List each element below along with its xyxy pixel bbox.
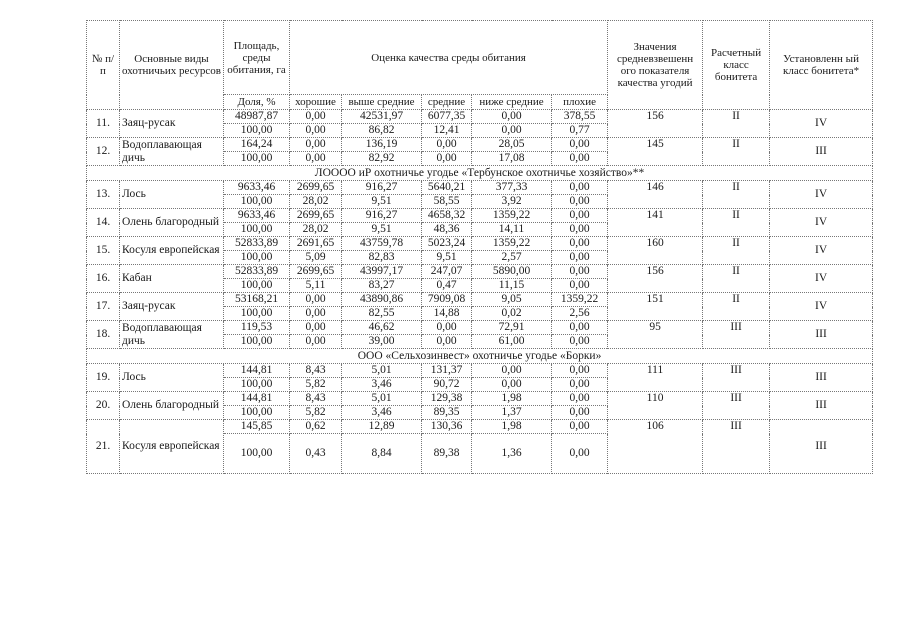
value-above: 43759,78 <box>342 237 422 251</box>
value-area: 119,53 <box>224 321 290 335</box>
weighted-value: 146 <box>608 181 703 209</box>
value-above: 136,19 <box>342 138 422 152</box>
species-name: Олень благородный <box>120 209 224 237</box>
table-row <box>87 392 873 406</box>
value-avg: 58,55 <box>422 195 472 209</box>
value-area: 52833,89 <box>224 237 290 251</box>
value-below: 14,11 <box>472 223 552 237</box>
set-class: III <box>770 364 873 392</box>
header-species: Основные виды охотничьих ресурсов <box>120 21 224 110</box>
calc-class: III <box>703 392 770 420</box>
value-avg: 7909,08 <box>422 293 472 307</box>
species-name: Заяц-русак <box>120 293 224 321</box>
row-number: 11. <box>87 110 120 138</box>
header-area: Площадь, среды обитания, га <box>224 21 290 95</box>
table-row <box>87 265 873 279</box>
row-number: 13. <box>87 181 120 209</box>
weighted-value: 106 <box>608 420 703 474</box>
header-good: хорошие <box>290 95 342 110</box>
value-below: 1,37 <box>472 406 552 420</box>
species-name: Олень благородный <box>120 392 224 420</box>
value-good: 0,62 <box>290 420 342 434</box>
species-name: Косуля европейская <box>120 420 224 474</box>
value-area: 100,00 <box>224 335 290 349</box>
header-weighted: Значения средневзвешенн ого показателя качества угодий <box>608 21 703 110</box>
calc-class: II <box>703 138 770 166</box>
row-number: 15. <box>87 237 120 265</box>
section-row <box>87 166 873 181</box>
value-below: 1,98 <box>472 392 552 406</box>
value-below: 0,00 <box>472 378 552 392</box>
value-bad: 0,00 <box>552 321 608 335</box>
value-area: 52833,89 <box>224 265 290 279</box>
value-bad: 0,00 <box>552 138 608 152</box>
value-avg: 0,00 <box>422 335 472 349</box>
value-good: 0,00 <box>290 293 342 307</box>
header-above: выше средние <box>342 95 422 110</box>
set-class: III <box>770 321 873 349</box>
value-area: 164,24 <box>224 138 290 152</box>
species-name: Заяц-русак <box>120 110 224 138</box>
calc-class: II <box>703 110 770 138</box>
value-area: 145,85 <box>224 420 290 434</box>
table-row <box>87 209 873 223</box>
species-name: Лось <box>120 181 224 209</box>
value-bad: 0,00 <box>552 279 608 293</box>
value-above: 8,84 <box>342 434 422 474</box>
value-above: 39,00 <box>342 335 422 349</box>
header-avg: средние <box>422 95 472 110</box>
value-above: 9,51 <box>342 195 422 209</box>
value-above: 42531,97 <box>342 110 422 124</box>
habitat-quality-table <box>86 20 873 474</box>
value-above: 5,01 <box>342 392 422 406</box>
value-bad: 0,00 <box>552 251 608 265</box>
section-row <box>87 349 873 364</box>
set-class: IV <box>770 181 873 209</box>
value-above: 43997,17 <box>342 265 422 279</box>
value-area: 100,00 <box>224 279 290 293</box>
header-bad: плохие <box>552 95 608 110</box>
value-below: 61,00 <box>472 335 552 349</box>
value-bad: 0,00 <box>552 195 608 209</box>
value-bad: 0,00 <box>552 406 608 420</box>
value-above: 916,27 <box>342 181 422 195</box>
header-calc-class: Расчетный класс бонитета <box>703 21 770 110</box>
value-avg: 130,36 <box>422 420 472 434</box>
set-class: III <box>770 420 873 474</box>
value-avg: 0,00 <box>422 321 472 335</box>
weighted-value: 160 <box>608 237 703 265</box>
value-bad: 0,00 <box>552 378 608 392</box>
value-avg: 48,36 <box>422 223 472 237</box>
header-share: Доля, % <box>224 95 290 110</box>
value-above: 5,01 <box>342 364 422 378</box>
calc-class: III <box>703 364 770 392</box>
calc-class: III <box>703 420 770 474</box>
value-above: 3,46 <box>342 406 422 420</box>
value-area: 100,00 <box>224 152 290 166</box>
value-avg: 129,38 <box>422 392 472 406</box>
table-row <box>87 237 873 251</box>
value-below: 3,92 <box>472 195 552 209</box>
value-avg: 131,37 <box>422 364 472 378</box>
value-above: 82,83 <box>342 251 422 265</box>
value-above: 46,62 <box>342 321 422 335</box>
weighted-value: 141 <box>608 209 703 237</box>
set-class: IV <box>770 265 873 293</box>
value-below: 28,05 <box>472 138 552 152</box>
header-quality: Оценка качества среды обитания <box>290 21 608 95</box>
value-good: 5,82 <box>290 378 342 392</box>
value-below: 5890,00 <box>472 265 552 279</box>
value-avg: 14,88 <box>422 307 472 321</box>
value-good: 0,00 <box>290 138 342 152</box>
table-row <box>87 138 873 152</box>
value-below: 11,15 <box>472 279 552 293</box>
value-avg: 89,35 <box>422 406 472 420</box>
value-above: 916,27 <box>342 209 422 223</box>
table-row <box>87 364 873 378</box>
set-class: III <box>770 138 873 166</box>
value-avg: 247,07 <box>422 265 472 279</box>
weighted-value: 95 <box>608 321 703 349</box>
value-below: 0,00 <box>472 110 552 124</box>
value-above: 12,89 <box>342 420 422 434</box>
value-above: 82,92 <box>342 152 422 166</box>
value-area: 100,00 <box>224 307 290 321</box>
value-good: 0,00 <box>290 321 342 335</box>
value-good: 28,02 <box>290 223 342 237</box>
value-good: 8,43 <box>290 392 342 406</box>
value-bad: 0,00 <box>552 392 608 406</box>
table-row <box>87 110 873 124</box>
value-good: 5,09 <box>290 251 342 265</box>
value-below: 1,98 <box>472 420 552 434</box>
value-below: 0,00 <box>472 364 552 378</box>
value-below: 0,02 <box>472 307 552 321</box>
value-below: 377,33 <box>472 181 552 195</box>
table-row <box>87 293 873 307</box>
value-bad: 0,00 <box>552 223 608 237</box>
value-bad: 2,56 <box>552 307 608 321</box>
value-good: 0,43 <box>290 434 342 474</box>
value-bad: 0,00 <box>552 420 608 434</box>
value-bad: 0,00 <box>552 209 608 223</box>
row-number: 19. <box>87 364 120 392</box>
table-row <box>87 321 873 335</box>
calc-class: II <box>703 237 770 265</box>
row-number: 12. <box>87 138 120 166</box>
value-area: 100,00 <box>224 195 290 209</box>
value-good: 5,11 <box>290 279 342 293</box>
row-number: 16. <box>87 265 120 293</box>
value-good: 0,00 <box>290 152 342 166</box>
value-good: 2699,65 <box>290 209 342 223</box>
value-above: 9,51 <box>342 223 422 237</box>
section-title: ООО «Сельхозинвест» охотничье угодье «Борки» <box>87 349 873 364</box>
value-below: 1,36 <box>472 434 552 474</box>
value-bad: 378,55 <box>552 110 608 124</box>
value-below: 1359,22 <box>472 237 552 251</box>
value-bad: 0,00 <box>552 181 608 195</box>
document-page <box>86 20 872 474</box>
calc-class: II <box>703 293 770 321</box>
species-name: Водоплавающая дичь <box>120 138 224 166</box>
set-class: IV <box>770 209 873 237</box>
value-below: 1359,22 <box>472 209 552 223</box>
value-above: 86,82 <box>342 124 422 138</box>
calc-class: III <box>703 321 770 349</box>
value-good: 8,43 <box>290 364 342 378</box>
value-area: 144,81 <box>224 392 290 406</box>
value-below: 17,08 <box>472 152 552 166</box>
value-avg: 9,51 <box>422 251 472 265</box>
value-below: 72,91 <box>472 321 552 335</box>
species-name: Кабан <box>120 265 224 293</box>
value-good: 0,00 <box>290 124 342 138</box>
header-num: № п/п <box>87 21 120 110</box>
value-good: 0,00 <box>290 335 342 349</box>
value-below: 2,57 <box>472 251 552 265</box>
section-title: ЛОООО иР охотничье угодье «Тербунское охотничье хозяйство»** <box>87 166 873 181</box>
set-class: IV <box>770 110 873 138</box>
value-avg: 5640,21 <box>422 181 472 195</box>
value-bad: 0,00 <box>552 265 608 279</box>
value-above: 3,46 <box>342 378 422 392</box>
value-bad: 0,00 <box>552 237 608 251</box>
value-above: 82,55 <box>342 307 422 321</box>
value-bad: 1359,22 <box>552 293 608 307</box>
value-area: 100,00 <box>224 378 290 392</box>
value-area: 100,00 <box>224 434 290 474</box>
species-name: Косуля европейская <box>120 237 224 265</box>
value-good: 2691,65 <box>290 237 342 251</box>
calc-class: II <box>703 181 770 209</box>
value-area: 53168,21 <box>224 293 290 307</box>
value-area: 100,00 <box>224 124 290 138</box>
value-area: 9633,46 <box>224 209 290 223</box>
value-good: 0,00 <box>290 110 342 124</box>
value-good: 2699,65 <box>290 181 342 195</box>
value-bad: 0,00 <box>552 434 608 474</box>
value-area: 9633,46 <box>224 181 290 195</box>
value-avg: 6077,35 <box>422 110 472 124</box>
table-body <box>87 110 873 474</box>
value-area: 48987,87 <box>224 110 290 124</box>
value-avg: 0,47 <box>422 279 472 293</box>
value-avg: 0,00 <box>422 152 472 166</box>
row-number: 18. <box>87 321 120 349</box>
value-area: 144,81 <box>224 364 290 378</box>
value-bad: 0,00 <box>552 152 608 166</box>
value-bad: 0,00 <box>552 335 608 349</box>
row-number: 21. <box>87 420 120 474</box>
set-class: III <box>770 392 873 420</box>
row-number: 14. <box>87 209 120 237</box>
weighted-value: 151 <box>608 293 703 321</box>
value-avg: 90,72 <box>422 378 472 392</box>
value-avg: 12,41 <box>422 124 472 138</box>
table-header <box>87 21 873 110</box>
row-number: 17. <box>87 293 120 321</box>
weighted-value: 156 <box>608 265 703 293</box>
table-row <box>87 181 873 195</box>
calc-class: II <box>703 265 770 293</box>
value-good: 2699,65 <box>290 265 342 279</box>
species-name: Лось <box>120 364 224 392</box>
value-avg: 0,00 <box>422 138 472 152</box>
value-good: 28,02 <box>290 195 342 209</box>
value-area: 100,00 <box>224 223 290 237</box>
value-below: 9,05 <box>472 293 552 307</box>
weighted-value: 110 <box>608 392 703 420</box>
row-number: 20. <box>87 392 120 420</box>
value-area: 100,00 <box>224 251 290 265</box>
weighted-value: 156 <box>608 110 703 138</box>
set-class: IV <box>770 293 873 321</box>
value-avg: 89,38 <box>422 434 472 474</box>
value-good: 0,00 <box>290 307 342 321</box>
header-set-class: Установленн ый класс бонитета* <box>770 21 873 110</box>
value-below: 0,00 <box>472 124 552 138</box>
species-name: Водоплавающая дичь <box>120 321 224 349</box>
value-avg: 5023,24 <box>422 237 472 251</box>
calc-class: II <box>703 209 770 237</box>
weighted-value: 145 <box>608 138 703 166</box>
value-avg: 4658,32 <box>422 209 472 223</box>
value-bad: 0,77 <box>552 124 608 138</box>
table-row <box>87 420 873 434</box>
value-area: 100,00 <box>224 406 290 420</box>
value-above: 43890,86 <box>342 293 422 307</box>
weighted-value: 111 <box>608 364 703 392</box>
set-class: IV <box>770 237 873 265</box>
value-above: 83,27 <box>342 279 422 293</box>
header-below: ниже средние <box>472 95 552 110</box>
value-bad: 0,00 <box>552 364 608 378</box>
value-good: 5,82 <box>290 406 342 420</box>
